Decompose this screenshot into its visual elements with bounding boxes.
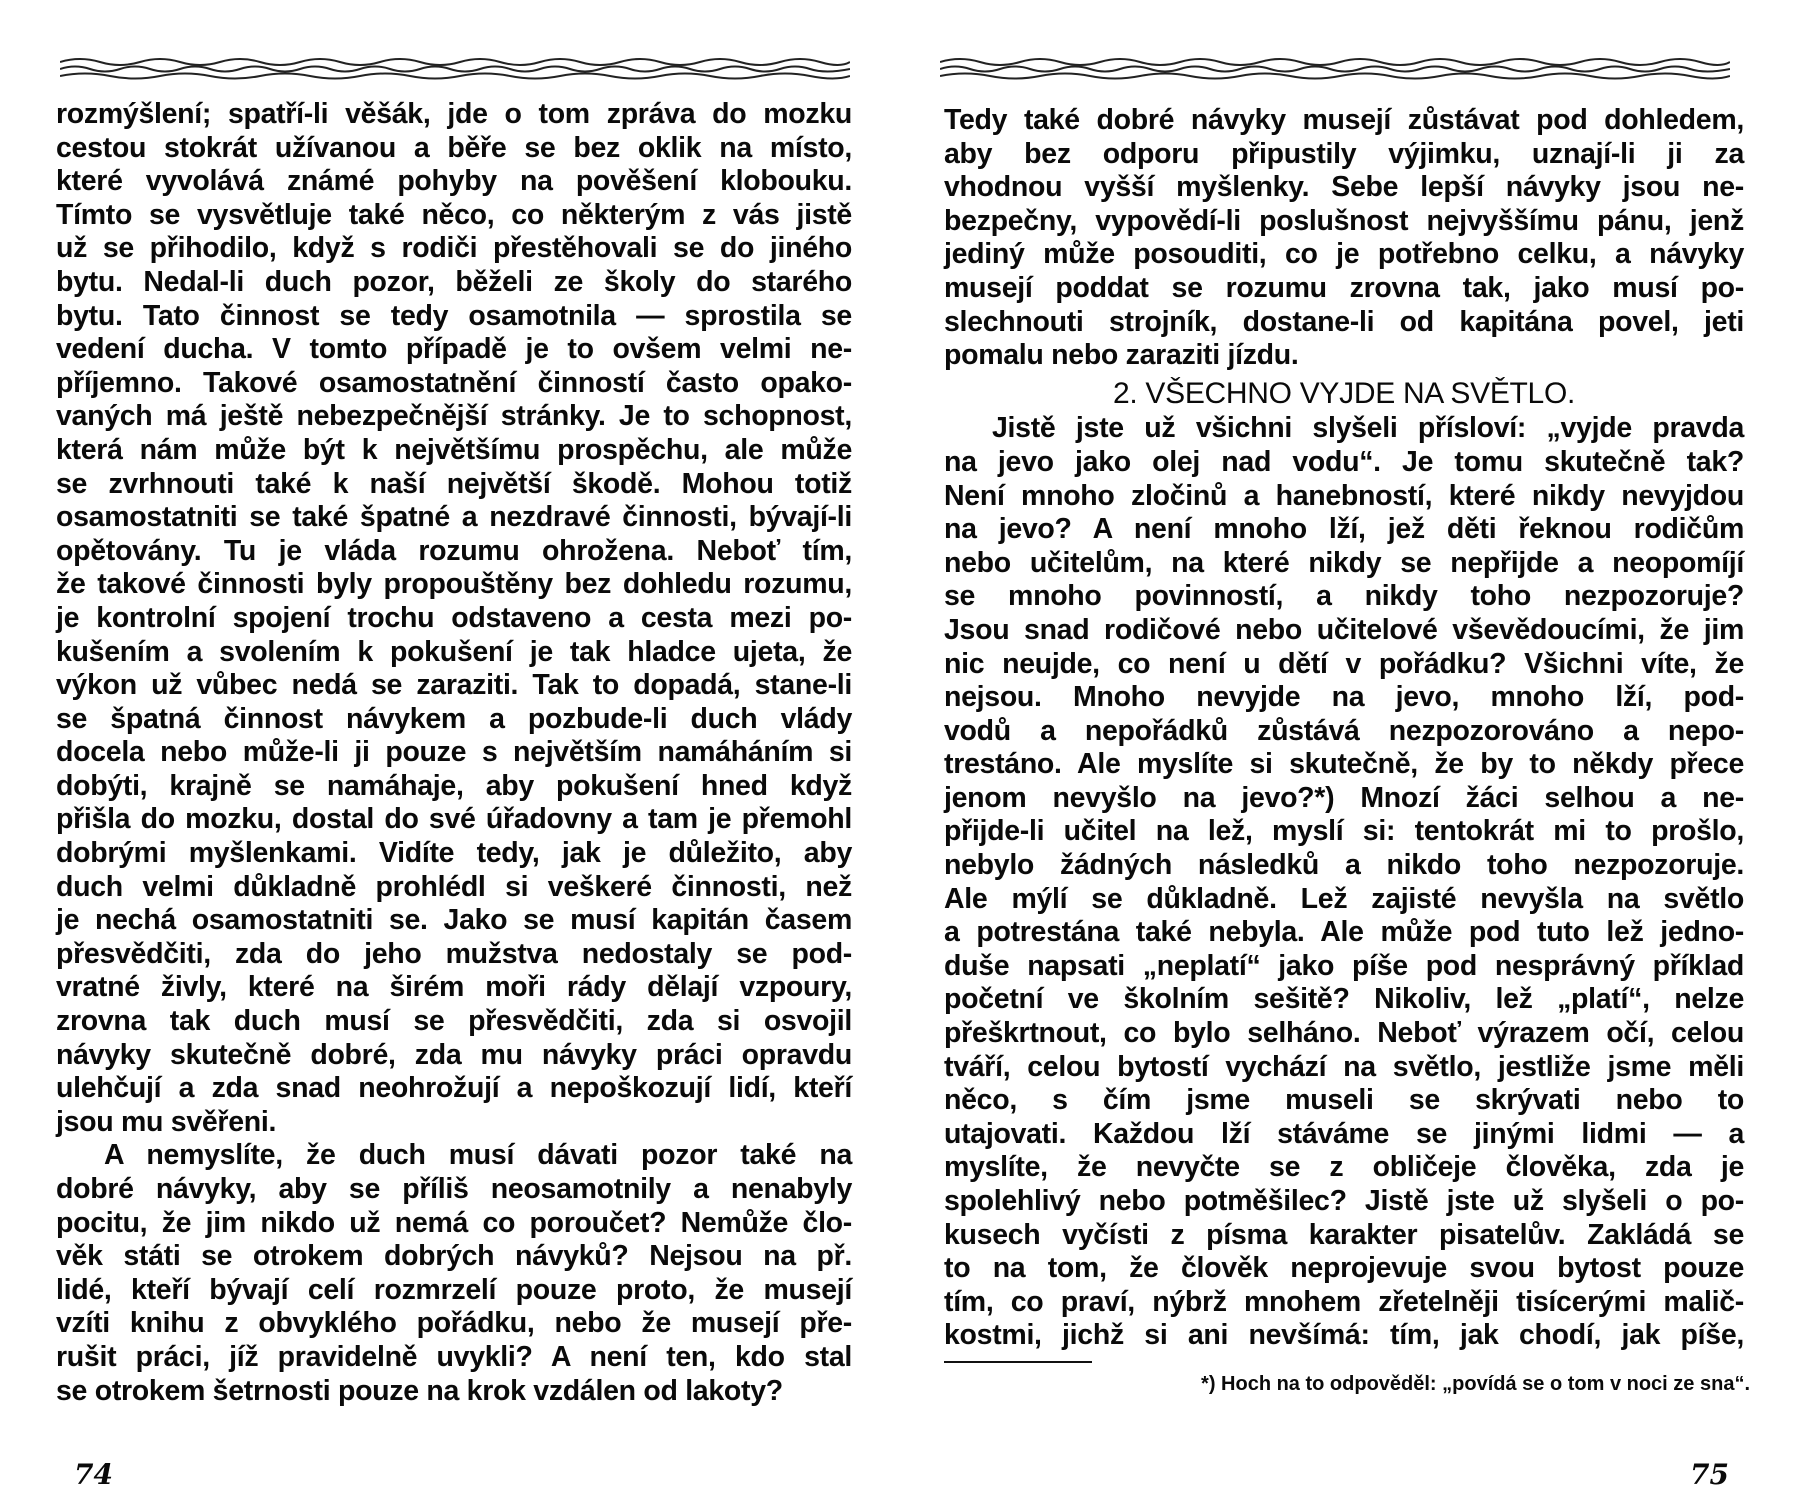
- text-line: lidé, kteří bývají celí rozmrzelí pouze proto, že musejí: [56, 1273, 852, 1306]
- text-line: výkon už vůbec nedá se zaraziti. Tak to dopadá, stane-li: [56, 669, 852, 702]
- text-line: vodů a nepořádků zůstává nezpozorováno a nepo-: [944, 714, 1744, 747]
- text-line: dobrými myšlenkami. Vidíte tedy, jak je důležito, aby: [56, 837, 852, 870]
- text-line: rušit práci, jíž pravidelně uvykli? A není ten, kdo stal: [56, 1340, 852, 1373]
- text-line: jenom nevyšlo na jevo?*) Mnozí žáci selhou a ne-: [944, 781, 1744, 814]
- text-line: utajovati. Každou lží stáváme se jinými lidmi — a: [944, 1117, 1744, 1150]
- text-line: přeškrtnout, co bylo selháno. Neboť výrazem očí, celou: [944, 1017, 1744, 1050]
- right-page-body-text: [944, 104, 1744, 1353]
- text-line: se mnoho povinností, a nikdy toho nezpozoruje?: [944, 580, 1744, 613]
- text-line: vzíti knihu z obvyklého pořádku, nebo že musejí pře-: [56, 1307, 852, 1340]
- text-line: bezpečny, vypovědí-li poslušnost nejvyššímu pánu, jenž: [944, 204, 1744, 237]
- text-line: že takové činnosti byly propouštěny bez dohledu rozumu,: [56, 568, 852, 601]
- footnote: *) Hoch na to odpověděl: „povídá se o tom v noci ze sna“.: [1201, 1373, 1750, 1395]
- text-line: vaných má ještě nebezpečnější stránky. Je to schopnost,: [56, 400, 852, 433]
- text-line: slechnouti strojník, dostane-li od kapitána povel, jeti: [944, 305, 1744, 338]
- text-line: spolehlivý nebo potměšilec? Jistě jste už slyšeli o po-: [944, 1185, 1744, 1217]
- right-page: [900, 0, 1800, 1500]
- text-line: pomalu nebo zaraziti jízdu.: [944, 339, 1299, 372]
- text-line: tím, co praví, nýbrž mnohem zřetelněji tisícerými malič-: [944, 1285, 1744, 1318]
- section-heading: 2. VŠECHNO VYJDE NA SVĚTLO.: [1112, 376, 1576, 410]
- text-line: na jevo? A není mnoho lží, jež děti řeknou rodičům: [944, 513, 1744, 546]
- text-line: Ale mýlí se důkladně. Lež zajisté nevyšla na světlo: [944, 882, 1744, 915]
- text-line: bytu. Nedal-li duch pozor, běželi ze školy do starého: [56, 265, 852, 298]
- text-line: kusech vyčísti z písma karakter pisatelův. Zakládá se: [944, 1218, 1744, 1251]
- text-line: Není mnoho zločinů a hanebností, které nikdy nevyjdou: [944, 479, 1744, 512]
- page-number: 74: [74, 1458, 113, 1491]
- text-line: přijde-li učitel na lež, myslí si: tentokrát mi to prošlo,: [944, 815, 1744, 848]
- text-line: docela nebo může-li ji pouze s největším namáháním si: [56, 736, 852, 769]
- text-line: nic neujde, co není u dětí v pořádku? Všichni víte, že: [944, 647, 1744, 680]
- text-line: a potrestána také nebyla. Ale může pod tuto lež jedno-: [944, 916, 1744, 949]
- text-line: pocitu, že jim nikdo už nemá co poroučet? Nemůže člo-: [56, 1206, 852, 1239]
- text-line: A nemyslíte, že duch musí dávati pozor také na: [104, 1139, 852, 1172]
- header-ornament-wave-icon: [940, 56, 1730, 82]
- text-line: Tímto se vysvětluje také něco, co některým z vás jistě: [56, 198, 852, 231]
- text-line: opětovány. Tu je vláda rozumu ohrožena. Neboť tím,: [56, 534, 852, 567]
- text-line: věk státi se otrokem dobrých návyků? Nejsou na př.: [56, 1240, 852, 1273]
- text-line: myslíte, že nevyčte se z obličeje člověka, zda je: [944, 1151, 1744, 1184]
- text-line: dobýti, krajně se namáhaje, aby pokušení hned když: [56, 769, 852, 802]
- text-line: jediný může posouditi, co je potřebno celku, a návyky: [944, 238, 1744, 271]
- text-line: trestáno. Ale myslíte si skutečně, že by to někdy přece: [944, 748, 1744, 781]
- page-number: 75: [1690, 1458, 1729, 1491]
- header-ornament-wave-icon: [60, 56, 850, 82]
- text-line: osamostatniti se také špatné a nezdravé činnosti, bývají-li: [56, 501, 852, 534]
- text-line: něco, s čím jsme museli se skrývati nebo to: [944, 1084, 1744, 1117]
- text-line: duch velmi důkladně prohlédl si veškeré činnosti, než: [56, 870, 852, 903]
- text-line: se zvrhnouti také k naší největší škodě. Mohou totiž: [56, 467, 852, 500]
- text-line: rozmýšlení; spatří-li věšák, jde o tom zpráva do mozku: [56, 98, 852, 130]
- text-line: Jistě jste už všichni slyšeli přísloví: „vyjde pravda: [992, 412, 1744, 445]
- text-line: zrovna tak duch musí se přesvědčiti, zda si osvojil: [56, 1005, 852, 1038]
- text-line: vratné živly, které na širém moři rády dělají vzpoury,: [56, 971, 852, 1004]
- text-line: musejí poddat se rozumu zrovna tak, jako musí po-: [944, 271, 1744, 304]
- text-line: která nám může být k největšímu prospěchu, ale může: [56, 433, 852, 466]
- text-line: dobré návyky, aby se příliš neosamotnily a nenabyly: [56, 1173, 852, 1205]
- text-line: které vyvolává známé pohyby na pověšení klobouku.: [56, 165, 852, 198]
- text-line: vedení ducha. V tomto případě je to ovšem velmi ne-: [56, 333, 852, 366]
- text-line: kušením a svolením k pokušení je tak hladce ujeta, že: [56, 635, 852, 668]
- text-line: nejsou. Mnoho nevyjde na jevo, mnoho lží, pod-: [944, 681, 1744, 714]
- text-line: to na tom, že člověk neprojevuje svou bytost pouze: [944, 1252, 1744, 1285]
- text-line: tváří, celou bytostí vychází na světlo, jestliže jsme měli: [944, 1050, 1744, 1083]
- text-line: se otrokem šetrnosti pouze na krok vzdálen od lakoty?: [56, 1374, 783, 1407]
- text-line: jsou mu svěřeni.: [56, 1105, 277, 1138]
- text-line: se špatná činnost návykem a pozbude-li duch vlády: [56, 702, 852, 735]
- footnote-rule: [944, 1361, 1092, 1363]
- text-line: Jsou snad rodičové nebo učitelové vševědoucími, že jim: [944, 613, 1744, 646]
- text-line: přesvědčiti, zda do jeho mužstva nedostaly se pod-: [56, 937, 852, 970]
- text-line: návyky skutečně dobré, zda mu návyky práci opravdu: [56, 1038, 852, 1071]
- text-line: početní ve školním sešitě? Nikoliv, lež „platí“, nelze: [944, 983, 1744, 1016]
- text-line: je nechá osamostatniti se. Jako se musí kapitán časem: [56, 904, 852, 937]
- text-line: nebylo žádných následků a nikdo toho nezpozoruje.: [944, 849, 1744, 882]
- text-line: cestou stokrát užívanou a běře se bez oklik na místo,: [56, 131, 852, 164]
- text-line: kostmi, jichž si ani nevšímá: tím, jak chodí, jak píše,: [944, 1319, 1744, 1352]
- text-line: bytu. Tato činnost se tedy osamotnila — sprostila se: [56, 299, 852, 332]
- text-line: duše napsati „neplatí“ jako píše pod nesprávný příklad: [944, 949, 1744, 982]
- text-line: už se přihodilo, když s rodiči přestěhovali se do jiného: [56, 232, 852, 265]
- text-line: aby bez odporu připustily výjimku, uznají-li ji za: [944, 137, 1744, 170]
- text-line: vhodnou vyšší myšlenky. Sebe lepší návyky jsou ne-: [944, 171, 1744, 204]
- text-line: na jevo jako olej nad vodu“. Je tomu skutečně tak?: [944, 445, 1744, 478]
- text-line: nebo učitelům, na které nikdy se nepřijde a neopomíjí: [944, 546, 1744, 579]
- left-page-body-text: [56, 98, 852, 1408]
- text-line: ulehčují a zda snad neohrožují a nepoškozují lidí, kteří: [56, 1072, 852, 1105]
- text-line: je kontrolní spojení trochu odstaveno a cesta mezi po-: [56, 601, 852, 634]
- text-line: příjemno. Takové osamostatnění činností často opako-: [56, 366, 852, 399]
- text-line: přišla do mozku, dostal do své úřadovny a tam je přemohl: [56, 803, 852, 836]
- text-line: Tedy také dobré návyky musejí zůstávat pod dohledem,: [944, 104, 1744, 136]
